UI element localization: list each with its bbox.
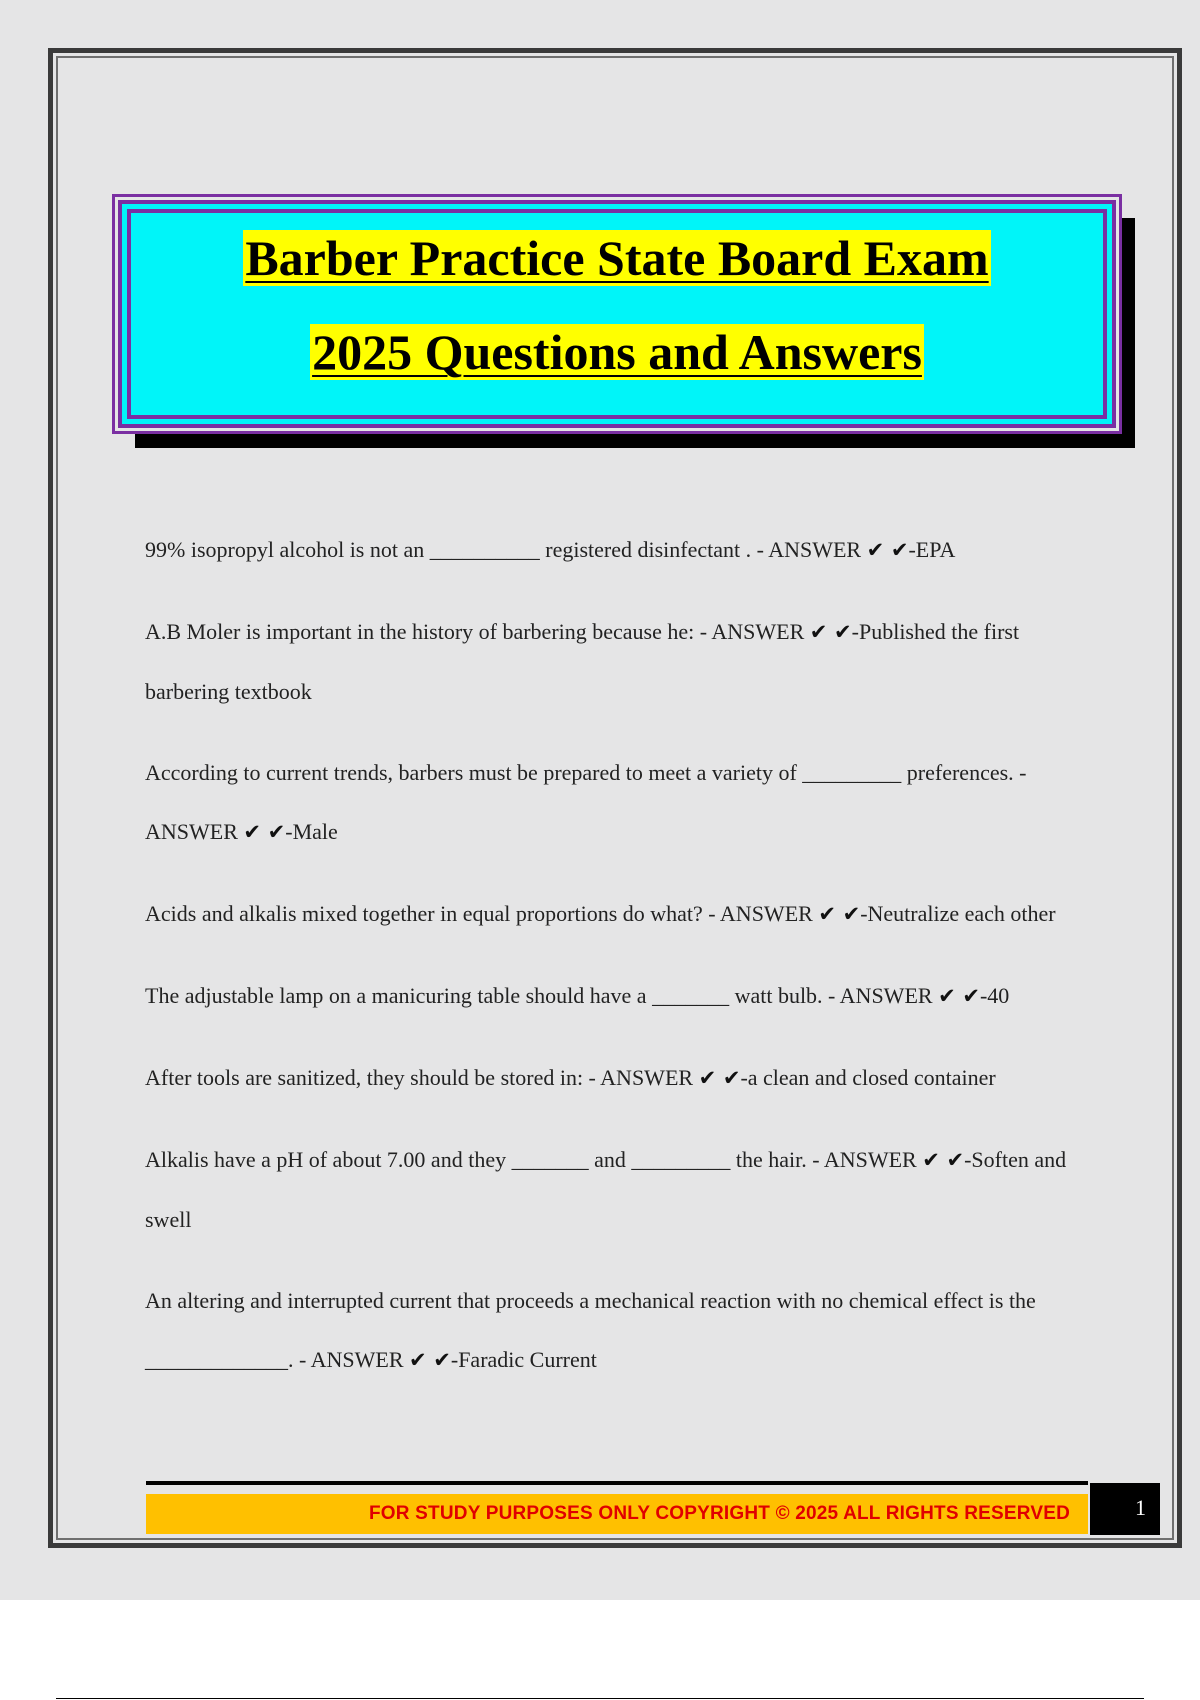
check-icon: ✔ ✔ — [818, 902, 861, 926]
qa-item — [145, 602, 1090, 721]
qa-item — [145, 743, 1090, 862]
question-text: 99% isopropyl alcohol is not an __________ registered disinfectant . - ANSWER — [145, 537, 862, 562]
footer-rule — [146, 1481, 1088, 1485]
check-icon: ✔ ✔ — [809, 620, 852, 644]
answer-text: -Male — [285, 819, 338, 844]
footer-bar — [146, 1494, 1088, 1534]
answer-text: -EPA — [908, 537, 956, 562]
qa-item — [145, 1271, 1090, 1390]
qa-list — [145, 520, 1090, 1412]
check-icon: ✔ ✔ — [922, 1148, 965, 1172]
title-line-2: 2025 Questions and Answers — [312, 324, 922, 380]
question-text: Alkalis have a pH of about 7.00 and they _______ and _________ the hair. - ANSWER — [145, 1147, 917, 1172]
qa-item — [145, 966, 1090, 1026]
check-icon: ✔ ✔ — [243, 820, 286, 844]
answer-text: -a clean and closed container — [740, 1065, 996, 1090]
title-box — [118, 200, 1116, 428]
question-text: Acids and alkalis mixed together in equal proportions do what? - ANSWER — [145, 901, 813, 926]
page-number-box — [1090, 1483, 1160, 1535]
check-icon: ✔ ✔ — [866, 538, 909, 562]
answer-text: -Neutralize each other — [860, 901, 1056, 926]
qa-item — [145, 884, 1090, 944]
qa-item — [145, 520, 1090, 580]
answer-text: -40 — [979, 983, 1010, 1008]
page-number: 1 — [1135, 1495, 1146, 1520]
check-icon: ✔ ✔ — [938, 984, 980, 1008]
check-icon: ✔ ✔ — [409, 1348, 451, 1372]
qa-item — [145, 1048, 1090, 1108]
question-text: An altering and interrupted current that proceeds a mechanical reaction with no chemical effect is the _____________. - ANSWER — [145, 1288, 1036, 1372]
title-line-1: Barber Practice State Board Exam — [245, 230, 989, 286]
answer-text: -Published the first barbering textbook — [145, 619, 1020, 704]
question-text: According to current trends, barbers must be prepared to meet a variety of _________ preferences. - ANSWER — [145, 760, 1027, 844]
check-icon: ✔ ✔ — [698, 1066, 741, 1090]
answer-text: -Faradic Current — [450, 1347, 597, 1372]
question-text: After tools are sanitized, they should be stored in: - ANSWER — [145, 1065, 694, 1090]
next-page-edge — [56, 1698, 1144, 1699]
question-text: A.B Moler is important in the history of barbering because he: - ANSWER — [145, 619, 805, 644]
question-text: The adjustable lamp on a manicuring table should have a _______ watt bulb. - ANSWER — [145, 983, 933, 1008]
answer-text: -Soften and swell — [145, 1147, 1067, 1232]
qa-item — [145, 1130, 1090, 1249]
copyright-notice: FOR STUDY PURPOSES ONLY COPYRIGHT © 2025 ALL RIGHTS RESERVED — [368, 1503, 1070, 1524]
